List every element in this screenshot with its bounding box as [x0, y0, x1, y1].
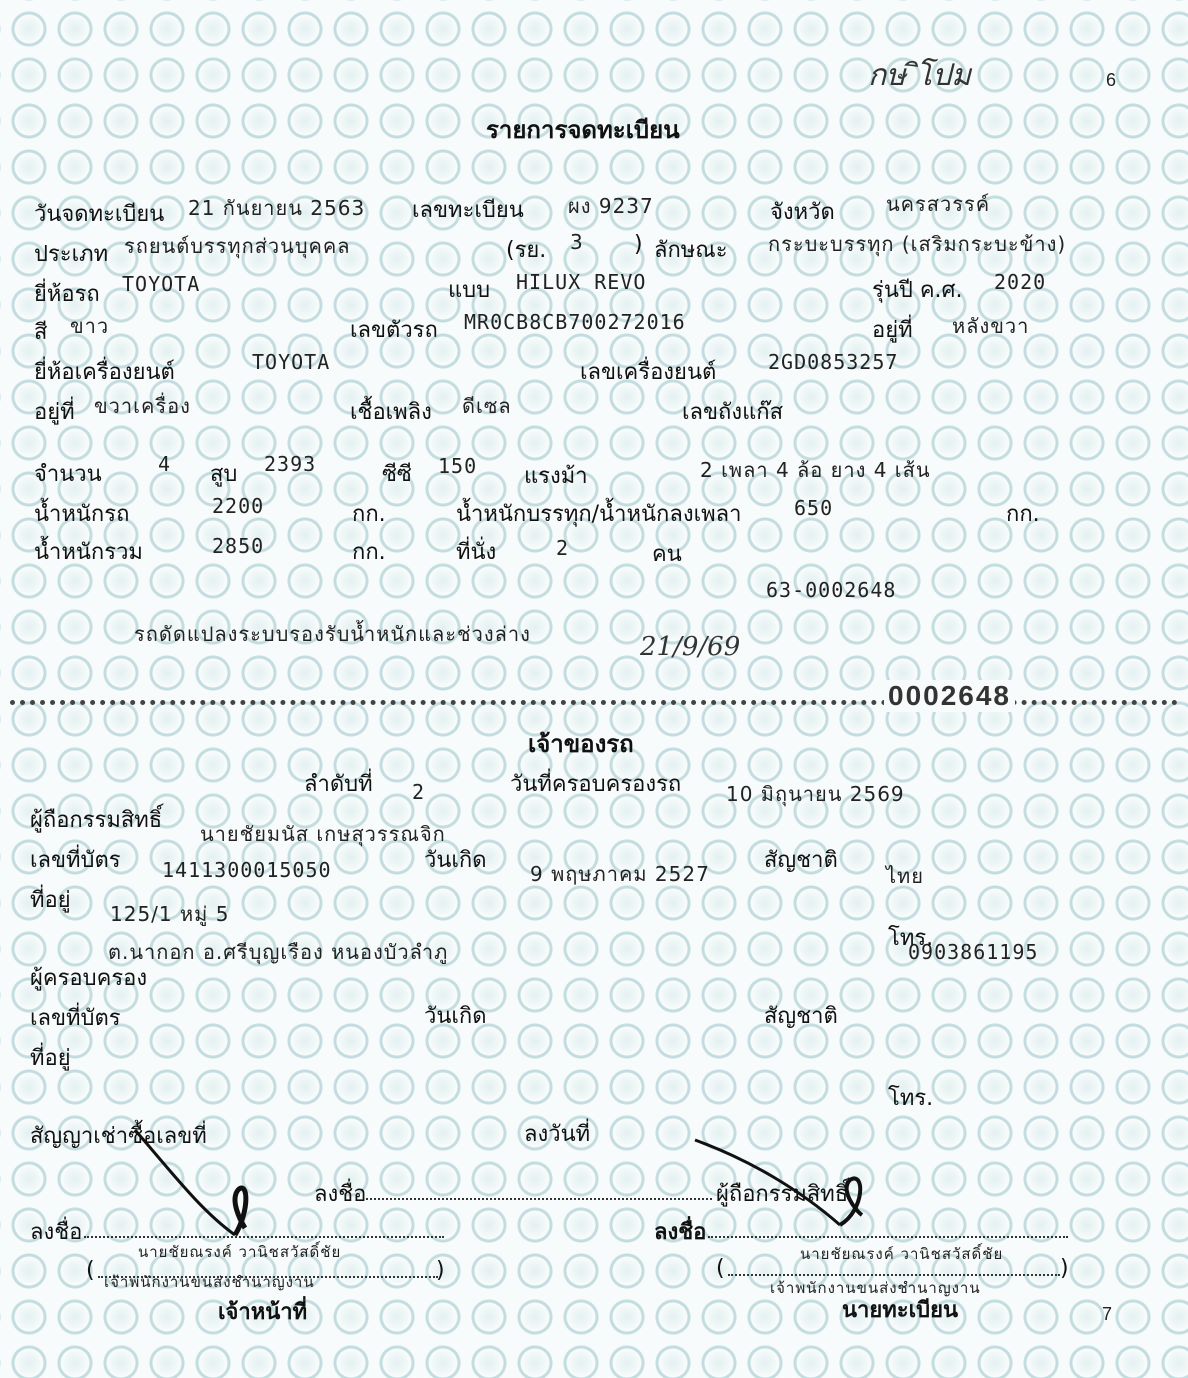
gross-weight-label: น้ำหนักรวม [34, 540, 143, 565]
lease-contract-label: สัญญาเช่าซื้อเลขที่ [30, 1124, 207, 1149]
address-label: ที่อยู่ [30, 888, 71, 913]
possessor-dob-label: วันเกิด [424, 1004, 487, 1029]
weight-label: น้ำหนักรถ [34, 502, 130, 527]
brand-value: TOYOTA [122, 272, 201, 296]
page-number-top: 6 [1106, 70, 1117, 90]
chassis-loc-label: อยู่ที่ [872, 318, 913, 343]
load-value: 650 [794, 496, 834, 520]
cc-value: 2393 [264, 452, 317, 476]
gross-weight-unit: กก. [352, 540, 386, 565]
year-label: รุ่นปี ค.ศ. [872, 278, 963, 303]
officer-position-right: เจ้าพนักงานขนส่งชำนาญงาน [770, 1279, 981, 1297]
chassis-loc-value: หลังขวา [952, 314, 1030, 338]
page-number-bottom: 7 [1102, 1304, 1113, 1324]
modification-note: รถดัดแปลงระบบรองรับน้ำหนักและช่วงล่าง [134, 622, 531, 646]
order-label: ลำดับที่ [304, 772, 373, 797]
engine-no-value: 2GD0853257 [768, 350, 899, 374]
registration-title: รายการจดทะเบียน [486, 116, 680, 144]
seats-value: 2 [556, 536, 570, 560]
chassis-label: เลขตัวรถ [350, 318, 438, 343]
engine-brand-label: ยี่ห้อเครื่องยนต์ [34, 360, 175, 385]
fuel-value: ดีเซล [462, 394, 512, 418]
type-code-close: ) [634, 232, 643, 257]
id-card-label: เลขที่บัตร [30, 848, 121, 873]
plate-label: เลขทะเบียน [412, 198, 524, 223]
sign-label-left: ลงชื่อ [30, 1220, 83, 1245]
tel-value: 0903861195 [908, 940, 1039, 964]
handwritten-note: กษ ิโปม [868, 58, 971, 93]
fuel-label: เชื้อเพลิง [350, 400, 432, 425]
hp-label: แรงม้า [524, 464, 588, 489]
weight-value: 2200 [212, 494, 265, 518]
address-line-2: ต.นากอก อ.ศรีบุญเรือง หนองบัวลำภู [108, 940, 449, 964]
weight-unit: กก. [352, 502, 386, 527]
order-value: 2 [412, 780, 426, 804]
id-card-value: 1411300015050 [162, 858, 332, 882]
paren-open-right: ( [716, 1256, 725, 1281]
paren-close-right: ) [1060, 1256, 1069, 1281]
possession-date-label: วันที่ครอบครองรถ [510, 772, 682, 797]
seats-label: ที่นั่ง [456, 540, 497, 565]
engine-no-label: เลขเครื่องยนต์ [580, 360, 717, 385]
nationality-label: สัญชาติ [764, 848, 838, 873]
registrar-handwritten-signature [690, 1130, 880, 1230]
possession-date-value: 10 มิถุนายน 2569 [726, 782, 905, 806]
handwritten-date: 21/9/69 [640, 632, 741, 662]
possessor-nationality-label: สัญชาติ [764, 1004, 838, 1029]
engine-loc-value: ขวาเครื่อง [94, 394, 191, 418]
type-code-value: 3 [570, 230, 584, 254]
possessor-tel-label: โทร. [888, 1086, 934, 1111]
paren-open-left: ( [86, 1258, 95, 1283]
holder-name: นายชัยมนัส เกษสุวรรณจิก [200, 822, 446, 846]
cc-label: ซีซี [382, 462, 412, 487]
possessor-label: ผู้ครอบครอง [30, 966, 148, 991]
nature-value: กระบะบรรทุก (เสริมกระบะข้าง) [768, 232, 1067, 256]
model-label: แบบ [448, 278, 491, 303]
tel-label: โทร. [888, 926, 934, 951]
dob-label: วันเกิด [424, 848, 487, 873]
possessor-address-label: ที่อยู่ [30, 1046, 71, 1071]
year-value: 2020 [994, 270, 1047, 294]
holder-signature-line [366, 1198, 712, 1200]
sign-label-center: ลงชื่อ [314, 1182, 367, 1207]
gross-weight-value: 2850 [212, 534, 265, 558]
type-value: รถยนต์บรรทุกส่วนบุคคล [124, 234, 351, 258]
engine-brand-value: TOYOTA [252, 350, 331, 374]
officer-handwritten-signature [130, 1120, 270, 1240]
officer-name-right: นายชัยณรงค์ วานิชสวัสดิ์ชัย [800, 1245, 1004, 1263]
registrar-signature-line [708, 1236, 1068, 1238]
paren-close-left: ) [436, 1258, 445, 1283]
chassis-value: MR0CB8CB700272016 [464, 310, 686, 334]
color-label: สี [34, 320, 48, 345]
officer-position-left: เจ้าพนักงานขนส่งชำนาญงาน [104, 1273, 315, 1291]
hp-value: 150 [438, 454, 478, 478]
plate-value: ผง 9237 [568, 194, 654, 218]
nationality-value: ไทย [886, 864, 924, 888]
reg-date-value: 21 กันยายน 2563 [188, 196, 366, 220]
color-value: ขาว [70, 314, 110, 338]
sign-label-right: ลงชื่อ [654, 1220, 707, 1245]
province-value: นครสวรรค์ [886, 192, 991, 216]
brand-label: ยี่ห้อรถ [34, 282, 100, 307]
cylinder-count-label: จำนวน [34, 462, 102, 487]
seats-unit: คน [652, 542, 682, 567]
cylinder-count-value: 4 [158, 452, 172, 476]
officer-title-left: เจ้าหน้าที่ [218, 1300, 308, 1325]
axles-value: 2 เพลา 4 ล้อ ยาง 4 เส้น [700, 458, 931, 482]
province-label: จังหวัด [770, 200, 835, 225]
load-label: น้ำหนักบรรทุก/น้ำหนักลงเพลา [456, 502, 742, 527]
dob-value: 9 พฤษภาคม 2527 [530, 862, 710, 886]
owner-title: เจ้าของรถ [528, 730, 634, 758]
address-line-1: 125/1 หมู่ 5 [110, 902, 230, 926]
reg-date-label: วันจดทะเบียน [34, 202, 165, 227]
gas-tank-label: เลขถังแก๊ส [682, 400, 784, 425]
holder-label: ผู้ถือกรรมสิทธิ์ [30, 808, 163, 833]
officer-name-left: นายชัยณรงค์ วานิชสวัสดิ์ชัย [138, 1243, 342, 1261]
engine-loc-label: อยู่ที่ [34, 400, 75, 425]
type-code-open: (รย. [506, 238, 547, 263]
serial-number: 0002648 [884, 680, 1015, 712]
sign-date-label: ลงวันที่ [524, 1122, 591, 1147]
load-unit: กก. [1006, 502, 1040, 527]
officer-title-right: นายทะเบียน [842, 1298, 959, 1323]
possessor-id-label: เลขที่บัตร [30, 1006, 121, 1031]
model-value: HILUX REVO [516, 270, 647, 294]
holder-sign-label: ผู้ถือกรรมสิทธิ์ [716, 1182, 849, 1207]
cylinder-label: สูบ [210, 462, 238, 487]
reference-number: 63-0002648 [766, 578, 897, 602]
nature-label: ลักษณะ [654, 238, 728, 263]
type-label: ประเภท [34, 242, 109, 267]
